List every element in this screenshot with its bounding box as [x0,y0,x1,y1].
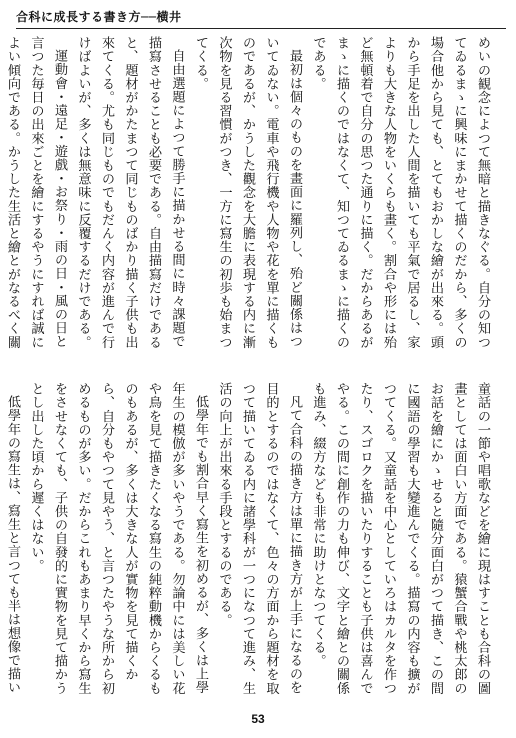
paragraph: 自由選題によつて勝手に描かせる間に時々課題で描寫させることも必要である。自由描寫だけであると、題材がかたまつて同じものばかり描く子供も出來てくる。尤も同じものでもだんく内容が進んで行けばよいが、多くは無意味に反覆するだけである。 [75,36,185,349]
paragraph: 低學年でも割合早く寫生を初めるが、多くは上學年生の模倣が多いやうである。勿論中には美しい花や鳥を見て描きたくなる寫生の純粹動機からくるものもあるが、多くは大きな人が實物を見て描くから、自分もやつて見やう、と言つたやうな所から初めるものが多い。だからこれもあまり早くから寫生をさせなくても、子供の自發的に實物を見て描かうとし出した頃から遲くはない。 [28,382,208,695]
paragraph: 低學年の寫生は、寫生と言つても半は想像で描い [5,395,20,695]
page-number: 53 [251,712,265,726]
paragraph: 童話の一節や唱歌などを繪に現はすことも合科の圖畫としては面白い方面である。猿蟹合戰や桃太郎のお話を繪にかゝせると隨分面白がつて描き、この間に國語の學習も大變進んでくる。描寫の内容も擴がつてくる。又童話を中心としていろはカルタを作つたり、スゴロクを描いたりすることも子供は喜んでやる。この間に創作の力も伸び、文字と繪との關係も進み、綴方なども非常に助けとなつてくる。 [310,382,490,695]
running-header: 合科に成長する書き方──横井 [16,10,182,24]
paragraph: めいの観念によつて無暗と描きなぐる。自分の知つてゐるまゝに興味にまかせて描くのだから、多くの場合他から見ても、とてもおかしな繪が出來る。頭から手足を出した人間を描いても平氣で居るし、家よりも大きな人物をいくらも畫く。割合や形には殆ど無頓着で自分の思つた通りに描く。だからあるがまゝに描くのではなくて、知つてゐるまゝに描くのである。 [310,36,490,349]
paragraph: 最初は個々のものを畫面に羅列し、殆ど關係はついてゐない。電車や飛行機や人物や花を單に描くものであるが、かうした觀念を大膽に表現する内に漸次物を見る習慣がつき、一方に寫生の初歩も始まつてくる。 [193,36,302,349]
bottom-text-block [5,382,494,700]
paragraph: 運動會・遠足・遊戲・お祭り・雨の日・風の日と言つた毎日の出來ごとを繪にするやうにすれば誠によい傾向である。かうした生活と繪とがなるべく關 [5,36,67,349]
header-rule [16,28,506,29]
top-text-block [5,36,494,354]
paragraph: 凡て合科の描き方は單に描き方が上手になるのを目的とするのではなくて、色々の方面から題材を取つて描いてゐる内に諸學科が一つになつて進み、生活の向上が出來る手段とするのである。 [216,382,302,695]
